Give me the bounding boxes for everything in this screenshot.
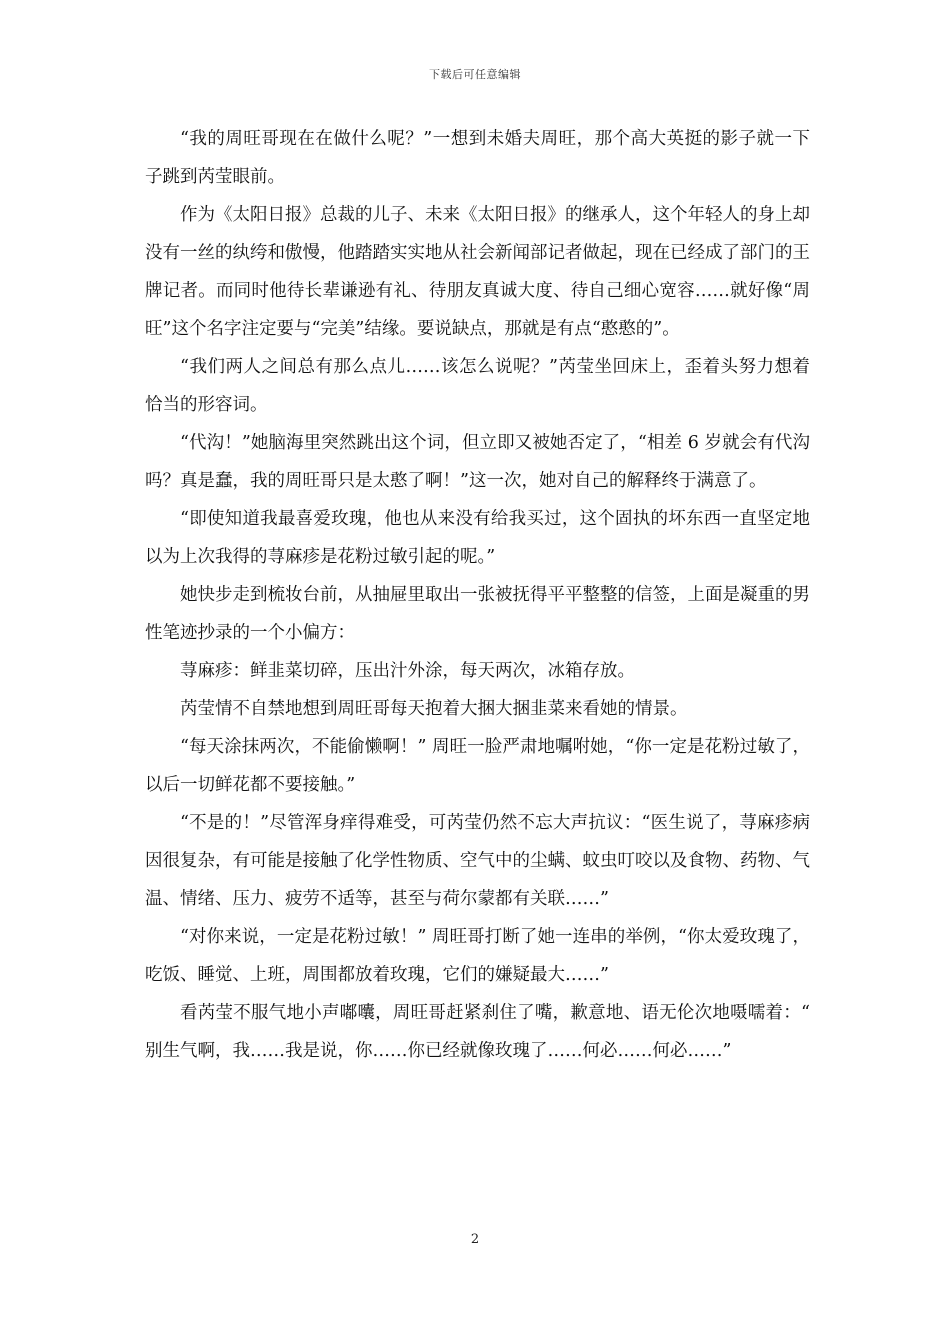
document-body (145, 120, 810, 1070)
paragraph: 芮莹情不自禁地想到周旺哥每天抱着大捆大捆韭菜来看她的情景。 (180, 699, 688, 719)
paragraph: “我们两人之间总有那么点儿……该怎么说呢？”芮莹坐回床上，歪着头努力想着恰当的形容词。 (145, 357, 810, 415)
paragraph: 她快步走到梳妆台前，从抽屉里取出一张被抚得平平整整的信签，上面是凝重的男性笔迹抄录的一个小偏方： (145, 585, 810, 643)
paragraph: “每天涂抹两次，不能偷懒啊！” 周旺一脸严肃地嘱咐她，“你一定是花粉过敏了，以后一切鲜花都不要接触。” (145, 737, 810, 795)
paragraph: “即使知道我最喜爱玫瑰，他也从来没有给我买过，这个固执的坏东西一直坚定地以为上次我得的荨麻疹是花粉过敏引起的呢。” (145, 509, 810, 567)
paragraph: “我的周旺哥现在在做什么呢？”一想到未婚夫周旺，那个高大英挺的影子就一下子跳到芮莹眼前。 (145, 129, 810, 187)
paragraph: “不是的！”尽管浑身痒得难受，可芮莹仍然不忘大声抗议：“医生说了，荨麻疹病因很复杂，有可能是接触了化学性物质、空气中的尘螨、蚊虫叮咬以及食物、药物、气温、情绪、压力、疲劳不适等，甚至与荷尔蒙都有关联……” (145, 813, 810, 909)
paragraph: “代沟！”她脑海里突然跳出这个词，但立即又被她否定了，“相差 6 岁就会有代沟吗？真是蠢，我的周旺哥只是太憨了啊！”这一次，她对自己的解释终于满意了。 (145, 433, 810, 491)
page-header: 下载后可任意编辑 (429, 68, 521, 81)
paragraph: 荨麻疹：鲜韭菜切碎，压出汁外涂，每天两次，冰箱存放。 (180, 661, 635, 681)
paragraph: 看芮莹不服气地小声嘟囔，周旺哥赶紧刹住了嘴，歉意地、语无伦次地嗫嚅着：“别生气啊，我……我是说，你……你已经就像玫瑰了……何必……何必……” (145, 1003, 810, 1061)
paragraph: “对你来说，一定是花粉过敏！” 周旺哥打断了她一连串的举例，“你太爱玫瑰了，吃饭、睡觉、上班，周围都放着玫瑰，它们的嫌疑最大……” (145, 927, 810, 985)
paragraph: 作为《太阳日报》总裁的儿子、未来《太阳日报》的继承人，这个年轻人的身上却没有一丝的纨绔和傲慢，他踏踏实实地从社会新闻部记者做起，现在已经成了部门的王牌记者。而同时他待长辈谦逊有礼、待朋友真诚大度、待自己细心宽容……就好像“周旺”这个名字注定要与“完美”结缘。要说缺点，那就是有点“憨憨的”。 (145, 205, 810, 339)
page-number: 2 (470, 1232, 480, 1247)
